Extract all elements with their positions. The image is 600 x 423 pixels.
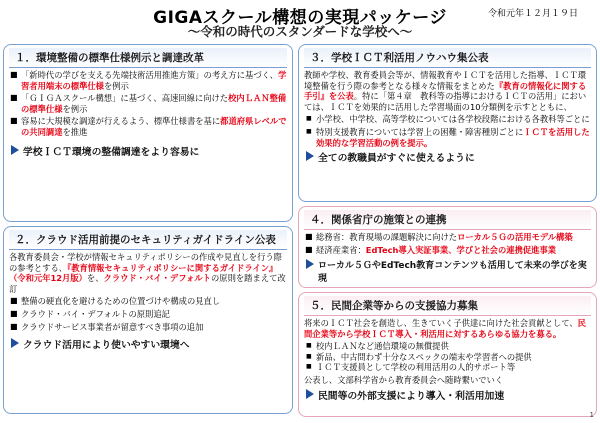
panel1-item: ■ 容易に大規模な調達が行えるよう、標準仕様書を基に都道府県レベルでの共同調達を推進 [9, 116, 287, 137]
page-number: 1 [589, 411, 594, 419]
panel2-conclusion: クラウド活用により使いやすい環境へ [9, 337, 287, 351]
panel2-title: ２．クラウド活用前提のセキュリティガイドライン公表 [9, 230, 287, 250]
panel4-title: ４．関係省庁の施策との連携 [304, 210, 591, 230]
panel5-conclusion: 民間等の外部支援により導入・利活用加速 [304, 388, 591, 402]
header [0, 0, 600, 44]
page-subtitle: 〜令和の時代のスタンダードな学校へ〜 [187, 24, 413, 39]
panel3-paragraph: 教師や学校、教育委員会等が、情報教育やＩＣＴを活用した指導、ＩＣＴ環境整備を行う際の参考となる様々な情報をまとめた『教育の情報化に関する手引』を公表。特に「第４章 教科等の指導におけるＩＣＴの活用」においては、ＩＣＴを効果的に活用した学習場面の10分類例を示すとともに、 [304, 70, 587, 112]
panel4-item: ■ 総務省：教育現場の課題解決に向けたローカル５Ｇの活用モデル構築 [304, 232, 591, 243]
date-label: 令和元年１２月１９日 [487, 9, 578, 19]
panel-private-support [298, 292, 597, 417]
panel1-item: ■ 「ＧＩＧＡスクール構想」に基づく、高速回線に向けた校内ＬＡＮ整備の標準仕様を例示 [9, 93, 287, 114]
panel5-title: ５．民間企業等からの支援協力募集 [304, 296, 591, 316]
panel4-conclusion: ローカル５ＧやEdTech教育コンテンツも活用して未来の学びを実現 [304, 258, 591, 284]
panel1-title: １．環境整備の標準仕様例示と調達改革 [9, 48, 287, 68]
panel3-item: ■ 特別支援教育については学習上の困難・障害種別ごとにＩＣＴを活用した効果的な学習活動の例を提示。 [304, 127, 591, 148]
panel2-item: ■ 整備の硬直化を避けるための位置づけや構成の見直し [9, 296, 287, 307]
panel5-paragraph: 将来のＩＣＴ社会を創造し、生きていく子供達に向けた社会貢献として、民間企業等から学校ＩＣＴ導入・利活用に対するあらゆる協力を募る。 [304, 318, 586, 339]
panel3-conclusion: 全ての教職員がすぐに使えるように [304, 150, 591, 164]
panel2-paragraph: 各教育委員会・学校が情報セキュリティポリシーの作成や見直しを行う際の参考とする、『教育情報セキュリティポリシーに関するガイドライン』（令和元年12月版）を、クラウド・バイ・デフォルトの原則を踏まえて改訂 [9, 252, 286, 294]
panel5-item: ■ 新品、中古問わず十分なスペックの端末や学習者への提供 [304, 352, 591, 363]
panel1-conclusion: 学校ＩＣＴ環境の整備調達をより容易に [9, 144, 287, 158]
panel-ict-knowhow [298, 44, 597, 202]
panel3-title: ３．学校ＩＣＴ利活用ノウハウ集公表 [304, 48, 591, 68]
panel-security-guideline [3, 226, 293, 414]
panel4-item: ■ 経済産業省：EdTech導入実証事業、学びと社会の連携促進事業 [304, 245, 591, 256]
panel-ministry-collaboration [298, 206, 597, 288]
panel2-item: ■ クラウドサービス事業者が留意すべき事項の追加 [9, 322, 287, 333]
panel2-item: ■ クラウド・バイ・デフォルトの原則追記 [9, 309, 287, 320]
panel3-item: ■ 小学校、中学校、高等学校については各学校段階における各教科等ごとに [304, 114, 591, 125]
panel5-item: ■ 校内ＬＡＮなど通信環境の無償提供 [304, 341, 591, 352]
panel-procurement-reform [3, 44, 293, 222]
panel5-item: ■ ＩＣＴ支援員として学校の利用活用の人的サポート等 [304, 362, 591, 373]
page-title: GIGAスクール構想の実現パッケージ [153, 8, 447, 28]
panel5-note: 公表し、文部科学省から教育委員会へ随時繋いでいく [304, 374, 504, 385]
panel1-item: ■ 「新時代の学びを支える先端技術活用推進方策」の考え方に基づく、学習者用端末の標準仕様を例示 [9, 70, 287, 91]
